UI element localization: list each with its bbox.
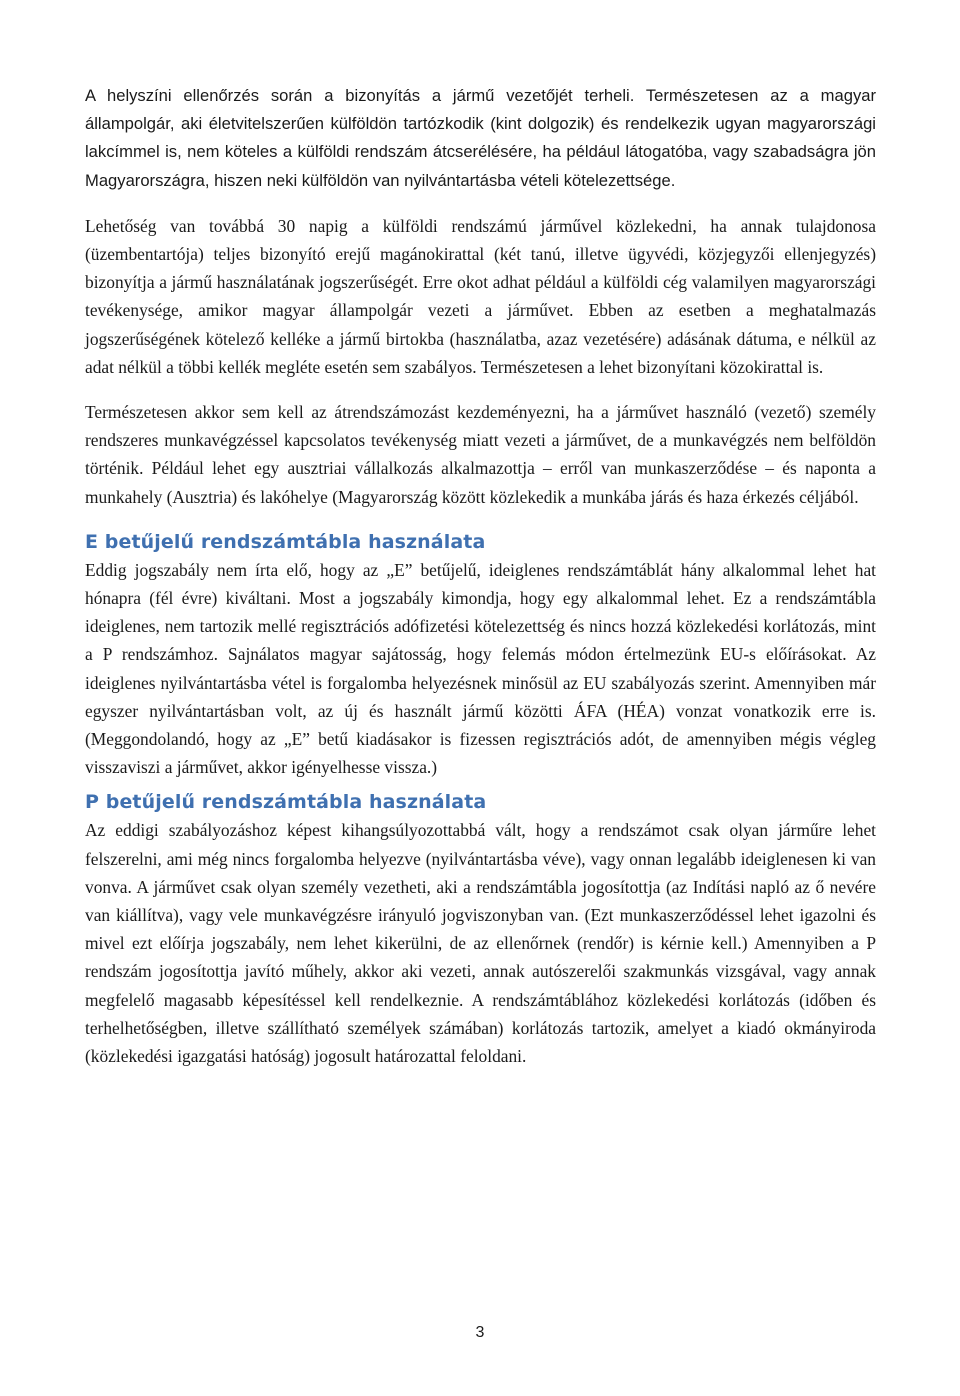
section-p-body: Az eddigi szabályozáshoz képest kihangsúlyozottabbá vált, hogy a rendszámot csak olyan járműre lehet felszerelni, ami még nincs forgalomba helyezve (nyilvántartásba véve), vagy onnan legalább ideiglenesen ki van vonva. A járművet csak olyan személy vezetheti, aki a rendszámtábla jogosítottja (az Indítási napló az ő nevére van kiállítva), vagy vele munkavégzésre irányuló jogviszonyban van. (Ezt munkaszerződéssel lehet igazolni és mivel ezt előírja jogszabály, nem lehet kikerülni, de az ellenőrnek (rendőr) is kérnie kell.) Amennyiben a P rendszám jogosítottja javító műhely, akkor aki vezeti, annak autószerelői szakmunkás vizsgával, vagy annak megfelelő magasabb képesítéssel kell rendelkeznie. A rendszámtáblához közlekedési korlátozás (időben és terhelhetőségben, illetve szállítható személyek számában) korlátozás tartozik, amelyet a kiadó okmányiroda (közlekedési igazgatási hatóság) jogosult határozattal feloldani. xyxy=(85,820,876,1067)
page-number: 3 xyxy=(475,1324,485,1341)
section-p-heading: P betűjelű rendszámtábla használata xyxy=(85,791,487,814)
paragraph-no-reregistration: Természetesen akkor sem kell az átrendszámozást kezdeményezni, ha a járművet használó (vezető) személy rendszeres munkavégzéssel kapcsolatos tevékenység miatt vezeti a járművet, de a munkavégzés nem belföldön történik. Például lehet egy ausztriai vállalkozás alkalmazottja – erről van munkaszerződése – és naponta a munkahely (Ausztria) és lakóhelye (Magyarország között közlekedik a munkába járás és haza érkezés céljából. xyxy=(85,402,876,507)
document-page xyxy=(85,82,876,1070)
paragraph-thirty-days: Lehetőség van továbbá 30 napig a külföldi rendszámú járművel közlekedni, ha annak tulajdonosa (üzembentartója) teljes bizonyító erejű magánokirattal (két tanú, illetve ügyvédi, közjegyzői ellenjegyzés) bizonyítja a jármű használatának jogszerűségét. Erre okot adhat például a külföldi cég valamilyen magyarországi tevékenysége, amikor magyar állampolgár vezeti a járművet. Ebben az esetben a meghatalmazás jogszerűségének kötelező kelléke a jármű birtokba (használatba, azaz vezetésére) adásának dátuma, e nélkül az adat nélkül a többi kellék megléte esetén sem szabályos. Természetesen a lehet bizonyítani közokirattal is. xyxy=(85,215,876,377)
section-e-body: Eddig jogszabály nem írta elő, hogy az „E” betűjelű, ideiglenes rendszámtáblát hány alkalommal lehet hat hónapra (fél évre) kiváltani. Most a jogszabály kimondja, hogy egy alkalommal lehet. Ez a rendszámtábla ideiglenes, nem tartozik mellé regisztrációs adófizetési kötelezettség és nincs hozzá közlekedési korlátozás, mint a P rendszámhoz. Sajnálatos magyar sajátosság, hogy felemás módon értelmezünk EU-s előírásokat. Az ideiglenes nyilvántartásba vétel is forgalomba helyezésnek minősül az EU szabályozás szerint. Amennyiben már egyszer nyilvántartásban volt, az új és használt jármű közötti ÁFA (HÉA) vonzat vonatkozik erre is. (Meggondolandó, hogy az „E” betű kiadásakor is fizessen regisztrációs adót, de amennyiben mégis végleg visszaviszi a járművet, akkor igényelhesse vissza.) xyxy=(85,559,876,778)
paragraph-roadside-inspection: A helyszíni ellenőrzés során a bizonyítás a jármű vezetőjét terheli. Természetesen az a magyar állampolgár, aki életvitelszerűen külföldön tartózkodik (kint dolgozik) és rendelkezik ugyan magyarországi lakcímmel is, nem köteles a külföldi rendszám átcserélésére, ha például látogatóba, vagy szabadságra jön Magyarországra, hiszen neki külföldön van nyilvántartásba vételi kötelezettsége. xyxy=(85,86,876,190)
section-e-heading: E betűjelű rendszámtábla használata xyxy=(85,530,486,553)
